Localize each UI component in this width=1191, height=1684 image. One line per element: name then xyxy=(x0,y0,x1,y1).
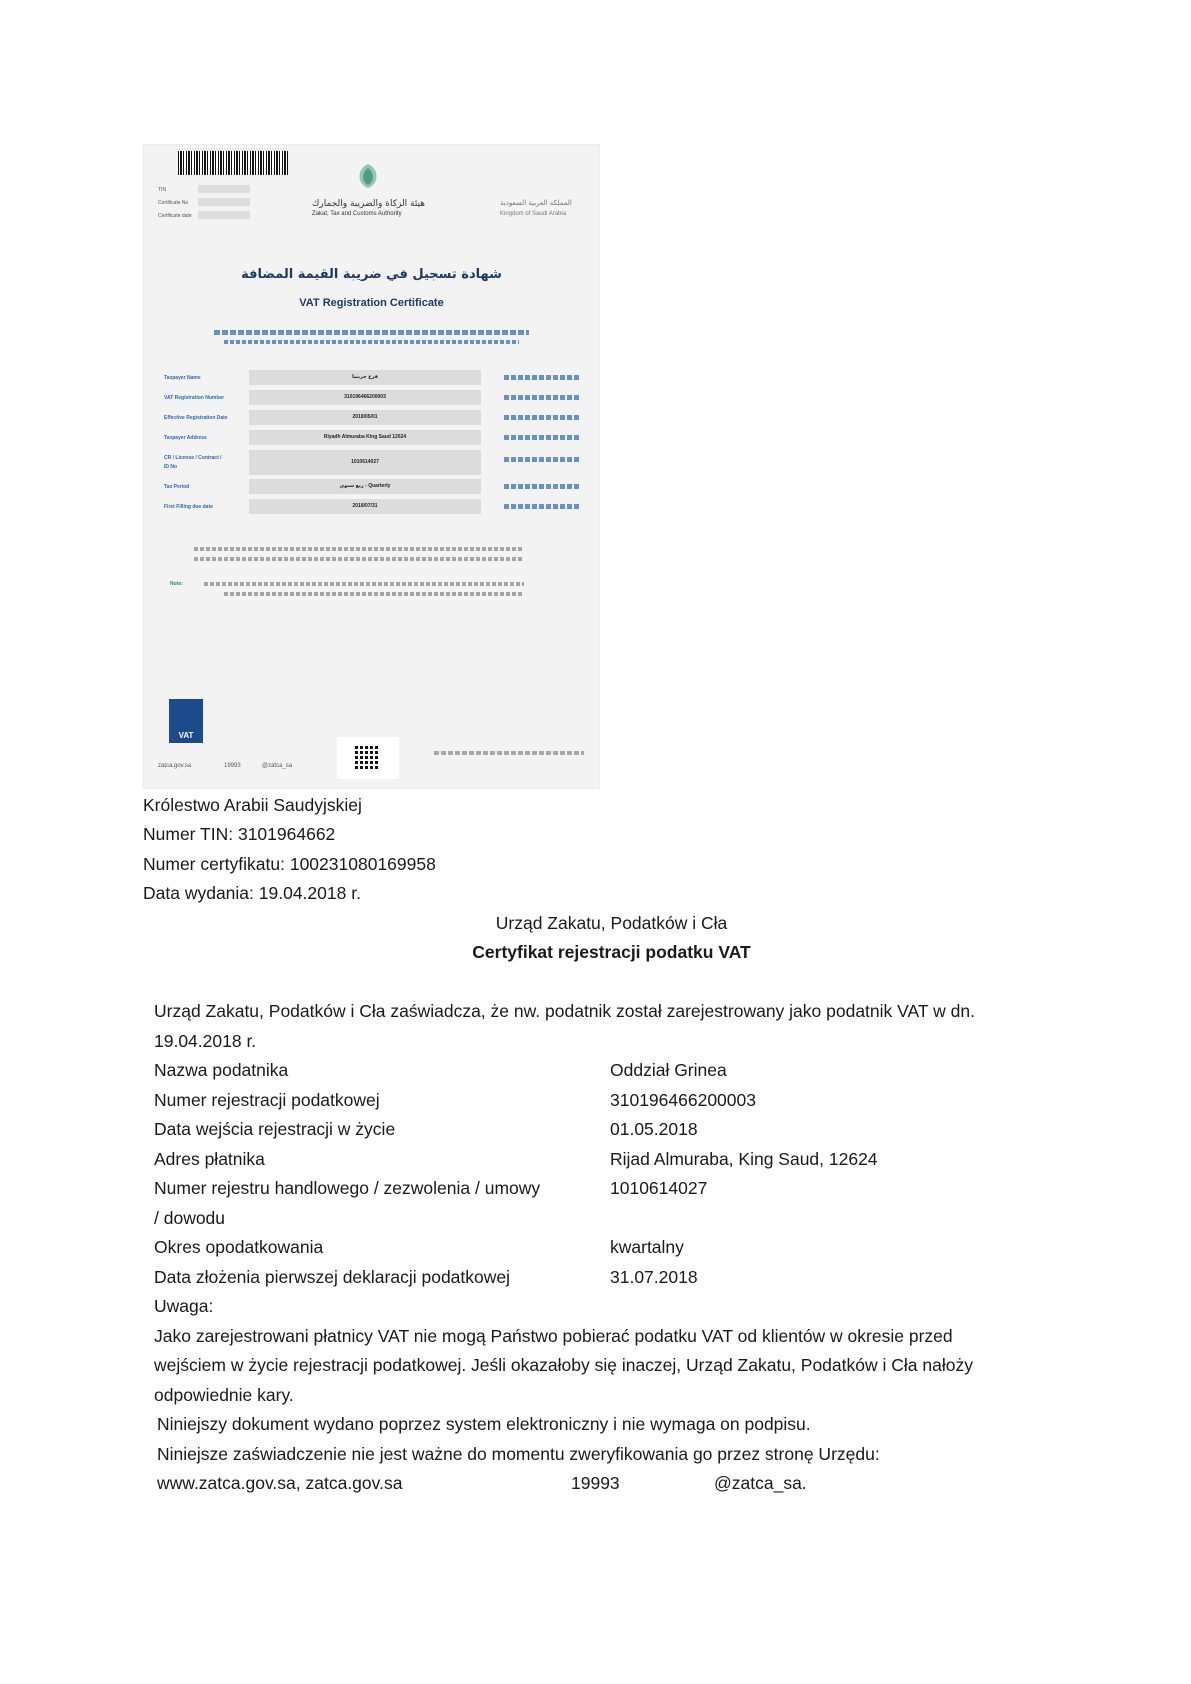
authority-name-arabic: هيئة الزكاة والضريبة والجمارك xyxy=(312,199,426,209)
scan-row-label: Taxpayer Name xyxy=(164,375,201,381)
scan-row-label-arabic xyxy=(504,435,579,440)
field-value: Oddział Grinea xyxy=(610,1060,727,1080)
footer-social-handle: @zatca_sa. xyxy=(714,1473,807,1493)
scan-row-label: VAT Registration Number xyxy=(164,395,225,401)
scan-note-english-line xyxy=(224,592,524,596)
scan-row-label-arabic xyxy=(504,457,579,462)
tin-line: Numer TIN: 3101964662 xyxy=(143,824,336,844)
scan-row-label: Tax Period xyxy=(164,484,190,490)
electronic-issue-statement: Niniejszy dokument wydano poprzez system elektroniczny i nie wymaga on podpisu. xyxy=(157,1414,811,1434)
scan-row-value: ربع سنوي - Quarterly xyxy=(249,479,481,494)
certificate-date-label: Certificate date xyxy=(158,213,192,219)
scan-row-label-arabic xyxy=(504,415,579,420)
authority-heading: Urząd Zakatu, Podatków i Cła xyxy=(495,913,728,933)
kingdom-name-english: Kingdom of Saudi Arabia xyxy=(500,211,567,217)
scan-row-value: فرع جرينيا xyxy=(249,370,481,385)
note-line: odpowiednie kary. xyxy=(154,1385,294,1405)
validity-statement: Niniejsze zaświadczenie nie jest ważne do momentu zweryfikowania go przez stronę Urzędu: xyxy=(157,1444,880,1464)
certification-text-english xyxy=(224,340,519,344)
field-label: Data wejścia rejestracji w życie xyxy=(154,1119,396,1139)
field-value: 31.07.2018 xyxy=(610,1267,698,1287)
certificate-no-box xyxy=(198,198,250,206)
scan-row-label-arabic xyxy=(504,395,579,400)
field-label: Okres opodatkowania xyxy=(154,1237,324,1257)
certificate-number-line: Numer certyfikatu: 100231080169958 xyxy=(143,854,436,874)
scan-note-arabic-line xyxy=(194,547,524,551)
scan-note-arabic-line xyxy=(194,557,524,561)
vat-badge-logo: VAT xyxy=(169,699,203,743)
field-label: Numer rejestru handlowego / zezwolenia / umowy xyxy=(154,1178,541,1198)
scan-row-value: 1010614027 xyxy=(249,450,481,475)
scan-row-label: Taxpayer Address xyxy=(164,435,207,441)
tin-box xyxy=(198,185,250,193)
field-label: Numer rejestracji podatkowej xyxy=(154,1090,380,1110)
intro-line: 19.04.2018 r. xyxy=(154,1031,257,1051)
field-label: Data złożenia pierwszej deklaracji podatkowej xyxy=(154,1267,511,1287)
footer-handle: @zatca_sa xyxy=(262,763,293,769)
scan-row-value: Riyadh Almuraba King Saud 12624 xyxy=(249,430,481,445)
authority-name-english: Zakat, Tax and Customs Authority xyxy=(312,211,402,217)
note-label: Uwaga: xyxy=(154,1296,214,1316)
certificate-date-box xyxy=(198,211,250,219)
footer-site: zatca.gov.sa xyxy=(158,763,192,769)
scan-row-label-arabic xyxy=(504,504,579,509)
footer-phone: 19993 xyxy=(224,763,241,769)
field-value: Rijad Almuraba, King Saud, 12624 xyxy=(610,1149,878,1169)
scan-row-value: 310196466200003 xyxy=(249,390,481,405)
intro-line: Urząd Zakatu, Podatków i Cła zaświadcza, że nw. podatnik został zarejestrowany jako podatnik VAT w dn. xyxy=(154,1001,975,1021)
certificate-scan-image xyxy=(143,144,600,789)
certification-text-arabic xyxy=(214,330,529,335)
scan-row-label: Effective Registration Date xyxy=(164,415,228,421)
certificate-no-label: Certificate No xyxy=(158,200,189,206)
scan-row-label: CR / License / Contract / ID No xyxy=(164,455,222,470)
kingdom-line: Królestwo Arabii Saudyjskiej xyxy=(143,795,362,815)
field-value: 310196466200003 xyxy=(610,1090,756,1110)
scan-row-value: 2018/05/01 xyxy=(249,410,481,425)
tin-label: TIN xyxy=(158,187,167,193)
certificate-title-arabic: شهادة تسجيل في ضريبة القيمة المضافة xyxy=(241,267,502,282)
scan-row-label-arabic xyxy=(504,375,579,380)
field-value: 1010614027 xyxy=(610,1178,708,1198)
field-label: Nazwa podatnika xyxy=(154,1060,289,1080)
note-line: Jako zarejestrowani płatnicy VAT nie mogą Państwo pobierać podatku VAT od klientów w okresie przed xyxy=(154,1326,953,1346)
barcode xyxy=(178,151,288,175)
field-value: kwartalny xyxy=(610,1237,684,1257)
field-label: Adres płatnika xyxy=(154,1149,265,1169)
qr-code xyxy=(337,737,399,779)
field-value: 01.05.2018 xyxy=(610,1119,698,1139)
note-line: wejściem w życie rejestracji podatkowej. Jeśli okazałoby się inaczej, Urząd Zakatu, Podatków i Cła nałoży xyxy=(154,1355,973,1375)
footer-arabic-text xyxy=(434,751,584,755)
scan-row-label-arabic xyxy=(504,484,579,489)
certificate-title-english: VAT Registration Certificate xyxy=(299,297,444,309)
footer-websites: www.zatca.gov.sa, zatca.gov.sa xyxy=(157,1473,403,1493)
scan-note-english-line xyxy=(204,582,524,586)
certificate-title: Certyfikat rejestracji podatku VAT xyxy=(472,942,751,962)
scan-row-label: First Filling due date xyxy=(164,504,213,510)
scan-note-label: Note: xyxy=(170,581,183,587)
field-label-continued: / dowodu xyxy=(154,1208,226,1228)
kingdom-name-arabic: المملكة العربية السعودية xyxy=(500,199,572,207)
scan-row-value: 2018/07/31 xyxy=(249,499,481,514)
issue-date-line: Data wydania: 19.04.2018 r. xyxy=(143,883,361,903)
zatca-logo-icon xyxy=(356,163,380,189)
footer-phone-number: 19993 xyxy=(571,1473,620,1493)
